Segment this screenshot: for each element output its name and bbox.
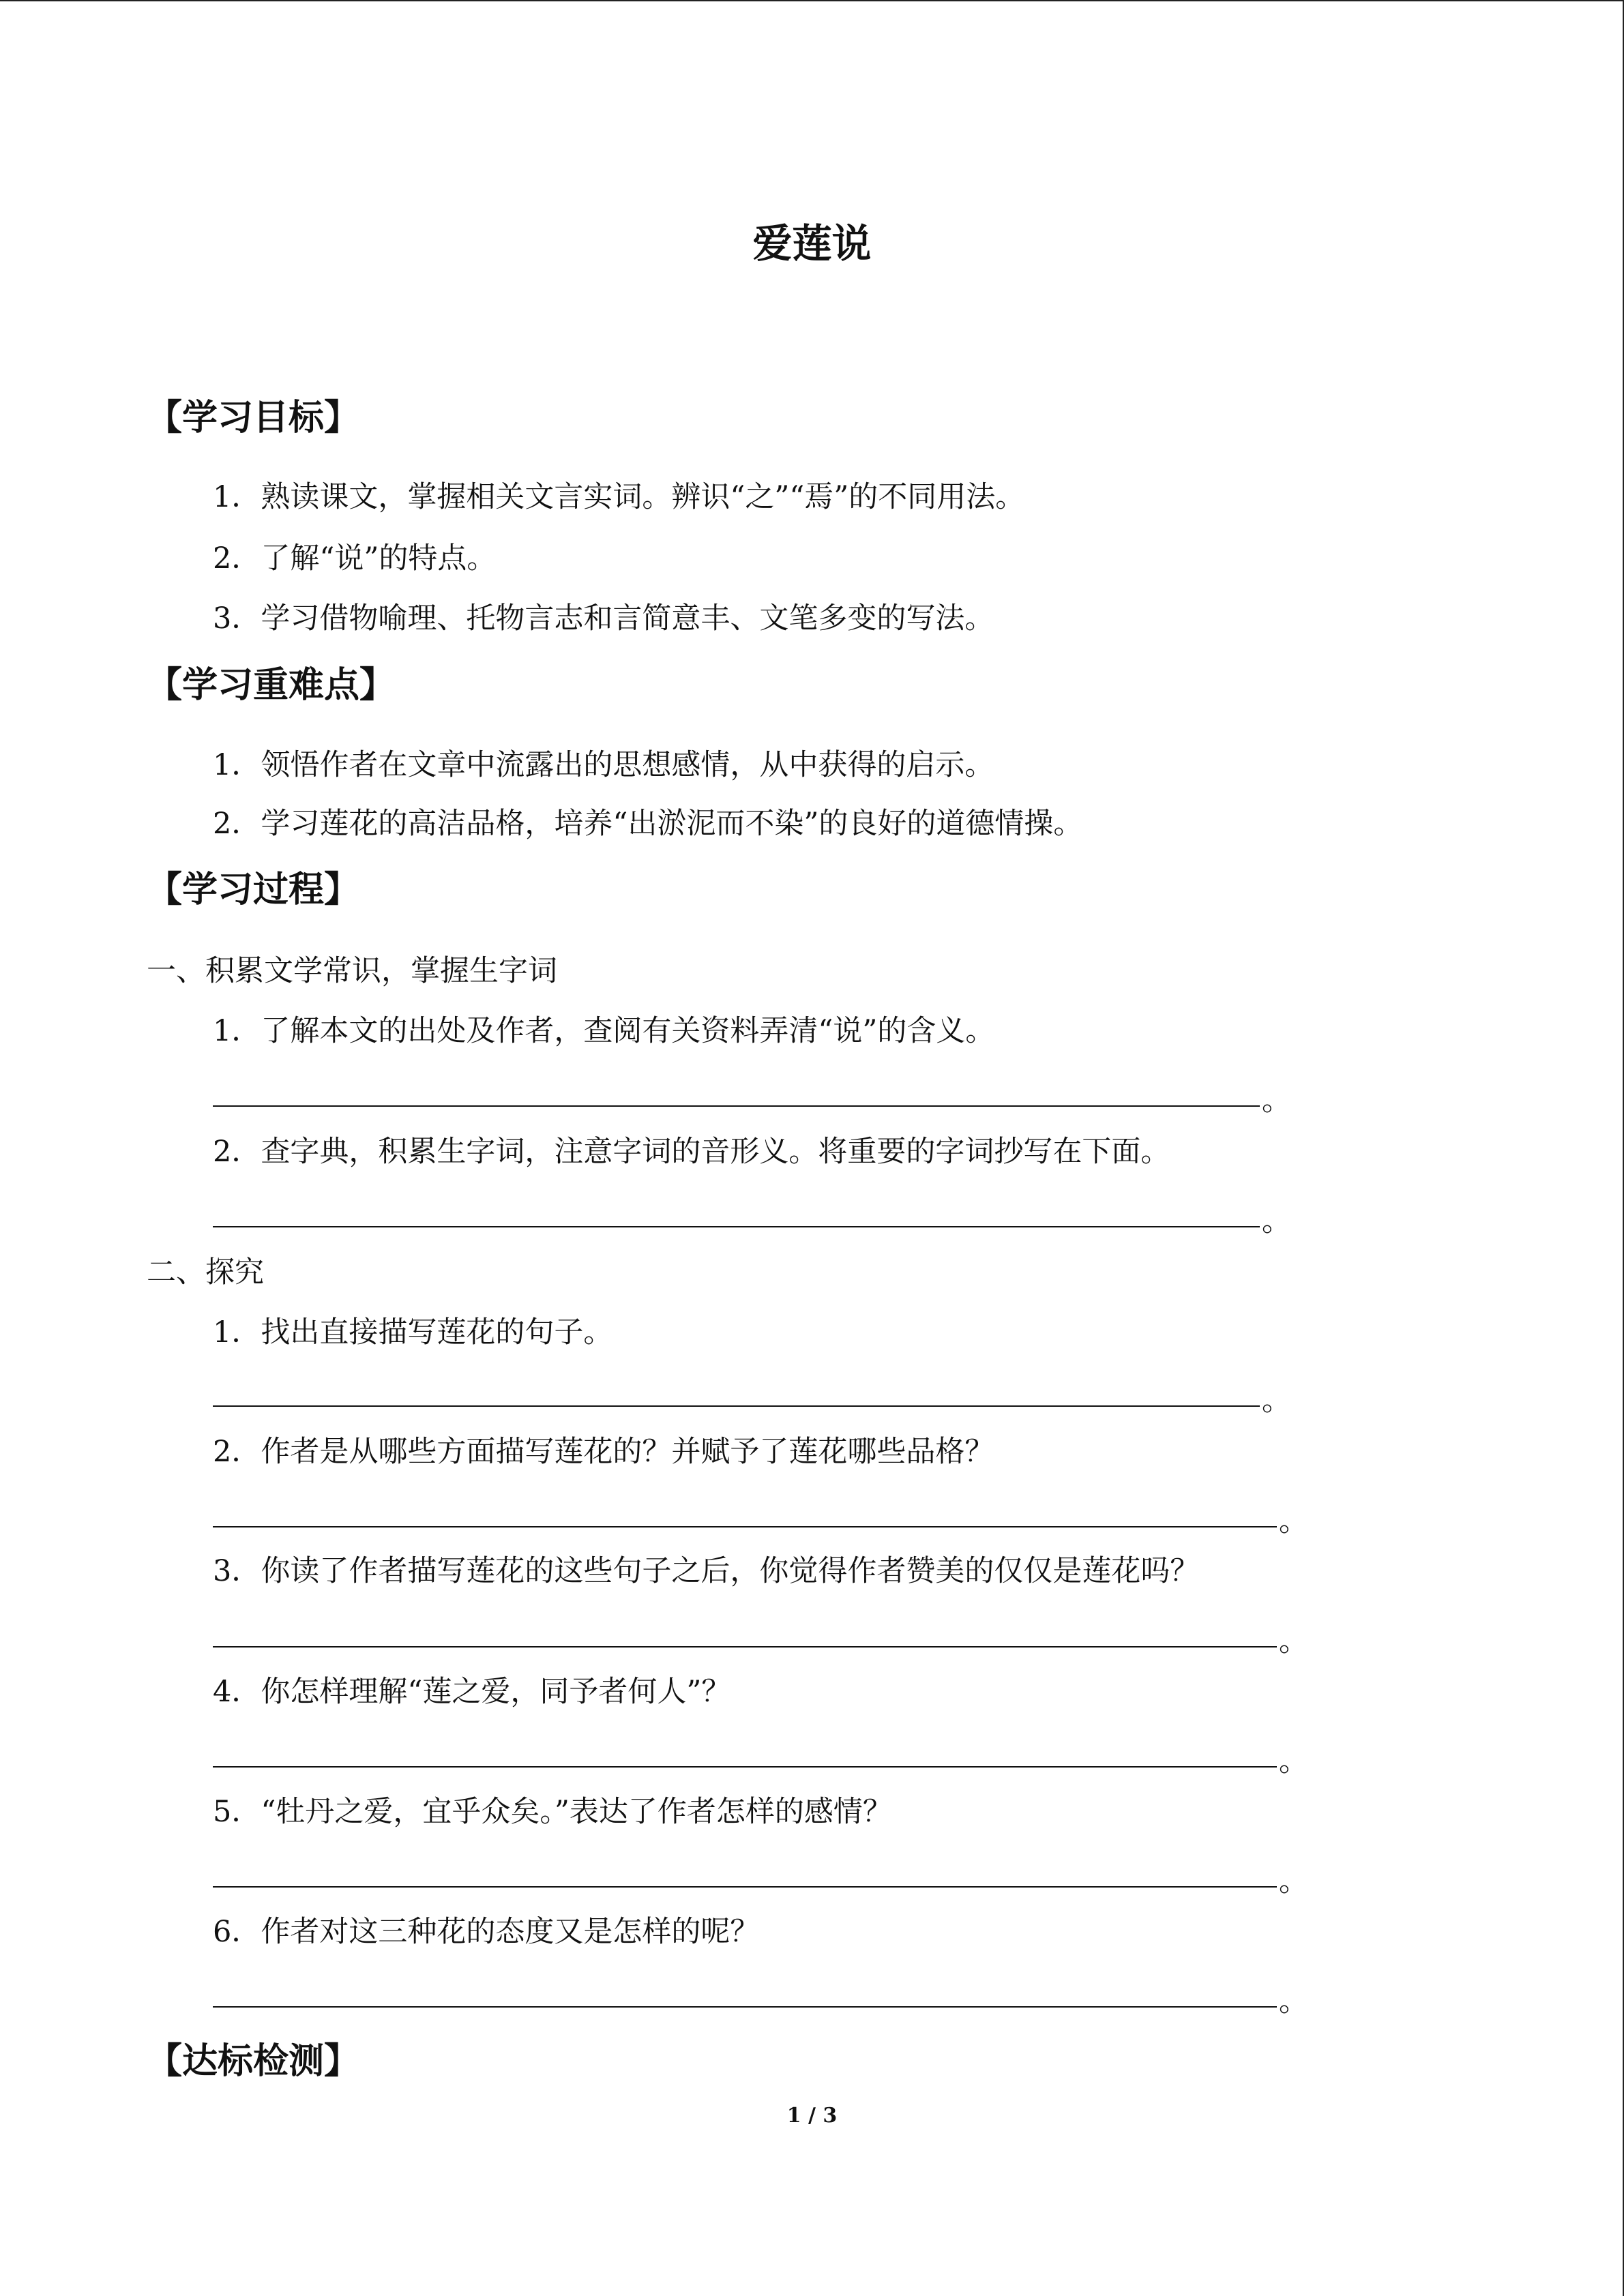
- answer-line-end-mark: 。: [1279, 1624, 1308, 1658]
- answer-line-p2-q6[interactable]: [213, 1975, 1277, 2008]
- part1-question-2: 2．查字典，积累生字词，注意字词的音形义。将重要的字词抄写在下面。: [213, 1135, 1170, 1169]
- answer-line-p2-q1[interactable]: [213, 1374, 1260, 1407]
- answer-line-p2-q2[interactable]: [213, 1495, 1277, 1527]
- answer-line-end-mark: 。: [1279, 1504, 1308, 1538]
- goal-item-3: 3．学习借物喻理、托物言志和言简意丰、文笔多变的写法。: [213, 601, 994, 636]
- goal-item-1: 1．熟读课文，掌握相关文言实词。辨识“之”“焉”的不同用法。: [213, 480, 1025, 514]
- goal-item-2: 2．了解“说”的特点。: [213, 541, 497, 576]
- answer-line-end-mark: 。: [1262, 1084, 1291, 1118]
- part2-question-4: 4．你怎样理解“莲之爱，同予者何人”？: [213, 1675, 731, 1709]
- part2-question-5: 5．“牡丹之爱，宜乎众矣。”表达了作者怎样的感情？: [213, 1795, 892, 1829]
- part2-question-6: 6．作者对这三种花的态度又是怎样的呢？: [213, 1915, 760, 1949]
- answer-line-p2-q5[interactable]: [213, 1855, 1277, 1888]
- answer-line-end-mark: 。: [1279, 1744, 1308, 1778]
- part2-title: 二、探究: [147, 1255, 264, 1289]
- section-heading-assessment: 【达标检测】: [147, 2041, 360, 2082]
- key-point-item-1: 1．领悟作者在文章中流露出的思想感情，从中获得的启示。: [213, 748, 994, 782]
- part1-question-1: 1．了解本文的出处及作者，查阅有关资料弄清“说”的含义。: [213, 1014, 995, 1048]
- page-number: 1 / 3: [786, 2104, 838, 2128]
- answer-line-p2-q3[interactable]: [213, 1615, 1277, 1648]
- part1-title: 一、积累文学常识，掌握生字词: [147, 954, 557, 988]
- answer-line-end-mark: 。: [1262, 1204, 1291, 1238]
- part2-question-3: 3．你读了作者描写莲花的这些句子之后，你觉得作者赞美的仅仅是莲花吗？: [213, 1554, 1200, 1588]
- part2-question-1: 1．找出直接描写莲花的句子。: [213, 1315, 613, 1350]
- section-heading-key-points: 【学习重难点】: [147, 665, 396, 706]
- answer-line-end-mark: 。: [1279, 1864, 1308, 1898]
- answer-line-p1-q2[interactable]: [213, 1195, 1260, 1227]
- answer-line-end-mark: 。: [1262, 1384, 1291, 1418]
- document-title: 爱莲说: [752, 220, 872, 267]
- key-point-item-2: 2．学习莲花的高洁品格，培养“出淤泥而不染”的良好的道德情操。: [213, 807, 1083, 841]
- answer-line-end-mark: 。: [1279, 1984, 1308, 2018]
- answer-line-p2-q4[interactable]: [213, 1735, 1277, 1768]
- answer-line-p1-q1[interactable]: [213, 1074, 1260, 1107]
- section-heading-process: 【学习过程】: [147, 869, 360, 910]
- part2-question-2: 2．作者是从哪些方面描写莲花的？并赋予了莲花哪些品格？: [213, 1435, 994, 1469]
- section-heading-goals: 【学习目标】: [147, 398, 360, 438]
